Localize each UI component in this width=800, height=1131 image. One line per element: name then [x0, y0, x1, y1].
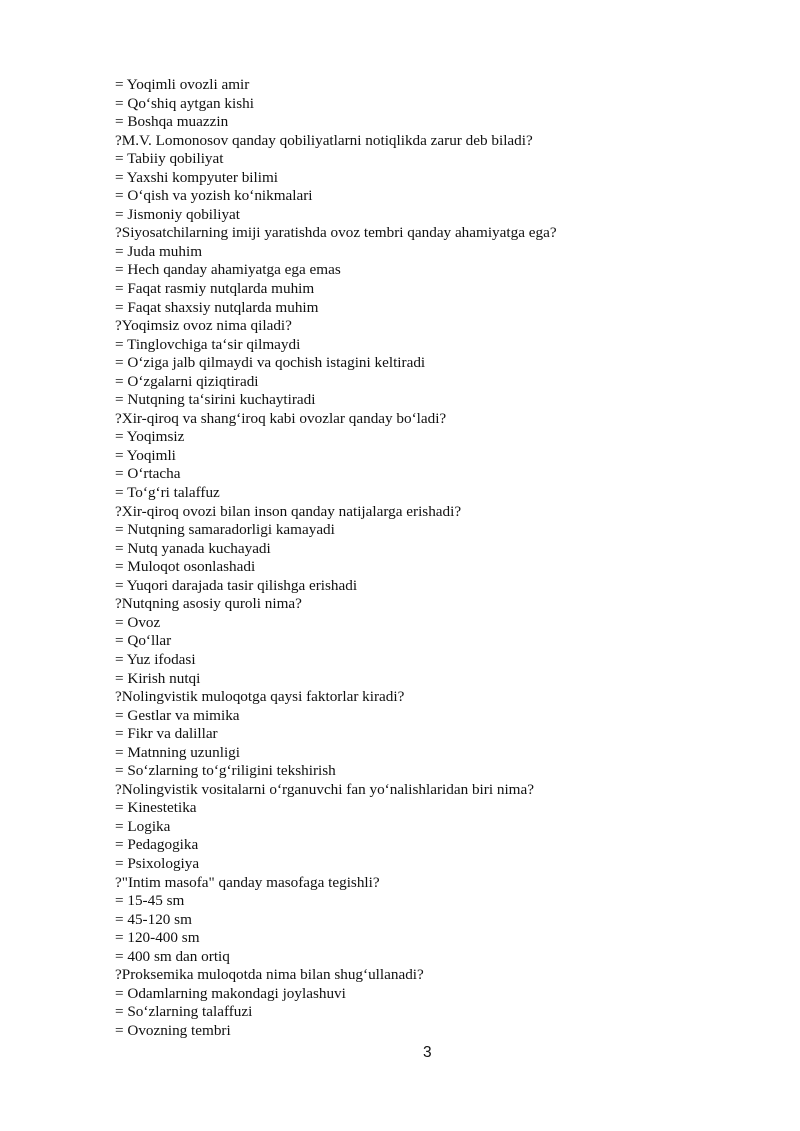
question-line: ?Nolingvistik vositalarni o‘rganuvchi fan yo‘nalishlaridan biri nima?	[115, 780, 534, 798]
answer-option-line: = Hech qanday ahamiyatga ega emas	[115, 261, 341, 279]
answer-option-line: = Yaxshi kompyuter bilimi	[115, 168, 278, 186]
answer-option-line: = To‘g‘ri talaffuz	[115, 484, 220, 502]
question-line: ?M.V. Lomonosov qanday qobiliyatlarni notiqlikda zarur deb biladi?	[115, 131, 533, 149]
answer-option-line: = Kinestetika	[115, 799, 197, 817]
answer-option-line: = Juda muhim	[115, 242, 203, 260]
answer-option-line: = Ovoz	[115, 613, 161, 631]
question-list	[115, 76, 775, 1040]
answer-option-line: = Yoqimsiz	[115, 428, 185, 446]
answer-option-line: = Qo‘llar	[115, 632, 172, 650]
answer-option-line: = O‘rtacha	[115, 465, 181, 483]
answer-option-line: = Qo‘shiq aytgan kishi	[115, 94, 254, 112]
question-line: ?"Intim masofa" qanday masofaga tegishli?	[115, 873, 380, 891]
answer-option-line: = Ovozning tembri	[115, 1021, 231, 1039]
answer-option-line: = Tabiiy qobiliyat	[115, 150, 224, 168]
answer-option-line: = Muloqot osonlashadi	[115, 558, 256, 576]
question-line: ?Yoqimsiz ovoz nima qiladi?	[115, 317, 292, 335]
question-line: ?Xir-qiroq va shang‘iroq kabi ovozlar qanday bo‘ladi?	[115, 409, 447, 427]
answer-option-line: = Kirish nutqi	[115, 669, 201, 687]
answer-option-line: = Faqat shaxsiy nutqlarda muhim	[115, 298, 319, 316]
answer-option-line: = Fikr va dalillar	[115, 725, 218, 743]
question-line: ?Siyosatchilarning imiji yaratishda ovoz tembri qanday ahamiyatga ega?	[115, 224, 557, 242]
answer-option-line: = So‘zlarning to‘g‘riligini tekshirish	[115, 762, 336, 780]
answer-option-line: = Psixologiya	[115, 854, 200, 872]
answer-option-line: = 400 sm dan ortiq	[115, 947, 230, 965]
answer-option-line: = Nutqning samaradorligi kamayadi	[115, 521, 335, 539]
question-line: ?Nolingvistik muloqotga qaysi faktorlar kiradi?	[115, 688, 405, 706]
answer-option-line: = Gestlar va mimika	[115, 706, 240, 724]
question-line: ?Proksemika muloqotda nima bilan shug‘ullanadi?	[115, 966, 424, 984]
answer-option-line: = Boshqa muazzin	[115, 113, 229, 131]
answer-option-line: = Yoqimli	[115, 446, 176, 464]
answer-option-line: = Nutq yanada kuchayadi	[115, 539, 271, 557]
answer-option-line: = 15-45 sm	[115, 892, 185, 910]
answer-option-line: = O‘zgalarni qiziqtiradi	[115, 372, 259, 390]
answer-option-line: = Odamlarning makondagi joylashuvi	[115, 984, 346, 1002]
question-line: ?Nutqning asosiy quroli nima?	[115, 595, 302, 613]
answer-option-line: = Yuqori darajada tasir qilishga erishadi	[115, 576, 358, 594]
answer-option-line: = Yuz ifodasi	[115, 650, 196, 668]
answer-option-line: = Pedagogika	[115, 836, 199, 854]
answer-option-line: = Tinglovchiga ta‘sir qilmaydi	[115, 335, 301, 353]
answer-option-line: = 120-400 sm	[115, 929, 200, 947]
answer-option-line: = O‘ziga jalb qilmaydi va qochish istagini keltiradi	[115, 354, 426, 372]
answer-option-line: = Yoqimli ovozli amir	[115, 76, 250, 93]
answer-option-line: = O‘qish va yozish ko‘nikmalari	[115, 187, 313, 205]
answer-option-line: = 45-120 sm	[115, 910, 192, 928]
answer-option-line: = Logika	[115, 817, 171, 835]
question-line: ?Xir-qiroq ovozi bilan inson qanday natijalarga erishadi?	[115, 502, 462, 520]
answer-option-line: = Matnning uzunligi	[115, 743, 240, 761]
answer-option-line: = Jismoniy qobiliyat	[115, 205, 241, 223]
answer-option-line: = Nutqning ta‘sirini kuchaytiradi	[115, 391, 316, 409]
answer-option-line: = So‘zlarning talaffuzi	[115, 1003, 253, 1021]
page-number: 3	[423, 1044, 432, 1061]
answer-option-line: = Faqat rasmiy nutqlarda muhim	[115, 280, 315, 298]
